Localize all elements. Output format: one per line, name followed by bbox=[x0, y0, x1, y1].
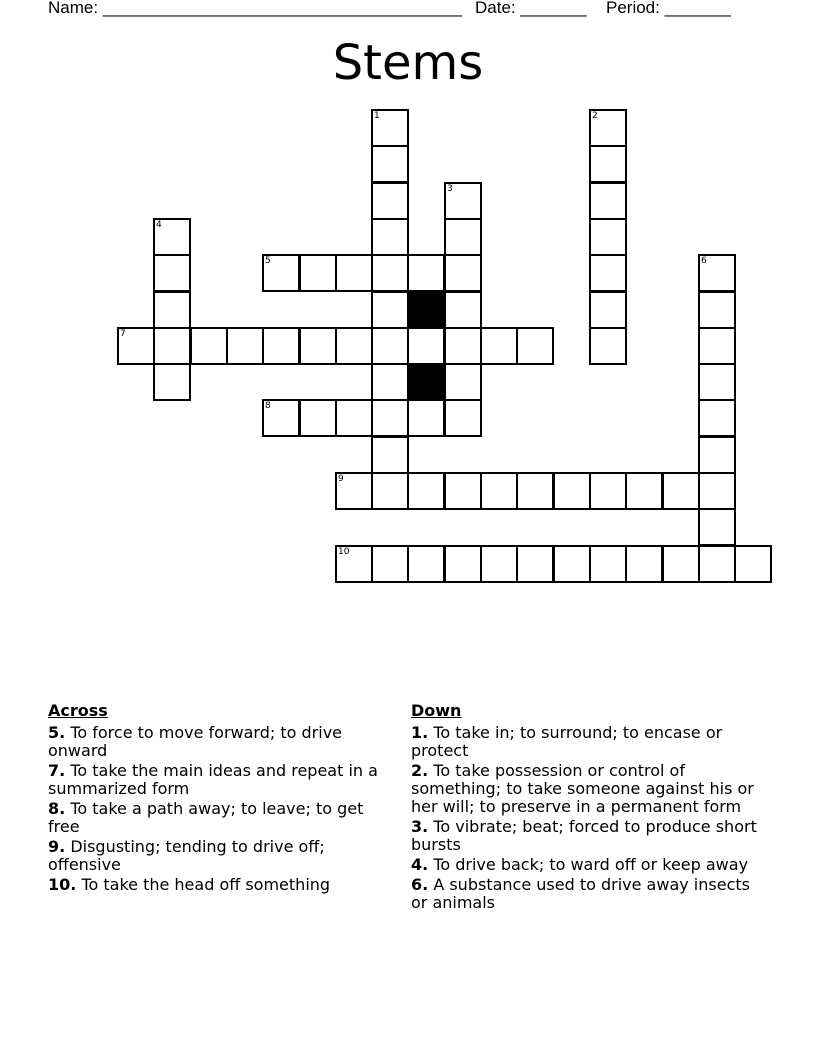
crossword-cell[interactable] bbox=[371, 327, 409, 365]
date-field[interactable]: Date: _______ bbox=[475, 0, 587, 17]
crossword-cell[interactable] bbox=[117, 327, 155, 365]
crossword-cell[interactable] bbox=[662, 472, 700, 510]
crossword-cell[interactable] bbox=[698, 291, 736, 329]
crossword-cell[interactable] bbox=[698, 472, 736, 510]
crossword-cell[interactable] bbox=[371, 436, 409, 474]
crossword-cell[interactable] bbox=[371, 254, 409, 292]
crossword-cell[interactable] bbox=[444, 218, 482, 256]
crossword-black-square bbox=[407, 363, 445, 401]
across-clue bbox=[48, 762, 393, 798]
crossword-cell[interactable] bbox=[262, 399, 300, 437]
crossword-cell[interactable] bbox=[444, 327, 482, 365]
crossword-cell[interactable] bbox=[589, 545, 627, 583]
clue-number: 10. bbox=[48, 875, 77, 894]
crossword-cell[interactable] bbox=[371, 291, 409, 329]
clue-number: 1. bbox=[411, 723, 429, 742]
crossword-cell[interactable] bbox=[698, 363, 736, 401]
crossword-cell[interactable] bbox=[262, 327, 300, 365]
crossword-cell[interactable] bbox=[589, 109, 627, 147]
crossword-cell[interactable] bbox=[335, 399, 373, 437]
crossword-cell[interactable] bbox=[589, 182, 627, 220]
crossword-cell[interactable] bbox=[444, 254, 482, 292]
crossword-cell[interactable] bbox=[371, 145, 409, 183]
clue-text: To take the main ideas and repeat in a summarized form bbox=[48, 761, 378, 798]
clue-number: 3. bbox=[411, 817, 429, 836]
across-clue bbox=[48, 838, 393, 874]
clue-number: 5. bbox=[48, 723, 66, 742]
down-clue bbox=[411, 762, 771, 816]
crossword-cell[interactable] bbox=[299, 254, 337, 292]
crossword-cell[interactable] bbox=[371, 218, 409, 256]
clue-number: 8. bbox=[48, 799, 66, 818]
crossword-cell[interactable] bbox=[589, 254, 627, 292]
cell-number: 5 bbox=[265, 256, 271, 266]
crossword-cell[interactable] bbox=[662, 545, 700, 583]
crossword-cell[interactable] bbox=[407, 327, 445, 365]
crossword-cell[interactable] bbox=[698, 254, 736, 292]
crossword-cell[interactable] bbox=[444, 472, 482, 510]
crossword-cell[interactable] bbox=[589, 472, 627, 510]
crossword-cell[interactable] bbox=[698, 327, 736, 365]
crossword-cell[interactable] bbox=[190, 327, 228, 365]
down-clue bbox=[411, 818, 771, 854]
crossword-cell[interactable] bbox=[226, 327, 264, 365]
cell-number: 1 bbox=[374, 111, 380, 121]
crossword-cell[interactable] bbox=[371, 545, 409, 583]
cell-number: 6 bbox=[701, 256, 707, 266]
across-clue bbox=[48, 724, 393, 760]
crossword-cell[interactable] bbox=[516, 472, 554, 510]
crossword-cell[interactable] bbox=[698, 436, 736, 474]
clue-text: To take possession or control of something; to take someone against his or her will; to preserve in a permanent form bbox=[411, 761, 754, 816]
crossword-cell[interactable] bbox=[734, 545, 772, 583]
crossword-cell[interactable] bbox=[444, 545, 482, 583]
down-clues bbox=[411, 702, 771, 914]
crossword-cell[interactable] bbox=[480, 327, 518, 365]
crossword-cell[interactable] bbox=[444, 182, 482, 220]
crossword-black-square bbox=[407, 291, 445, 329]
crossword-cell[interactable] bbox=[407, 545, 445, 583]
cell-number: 2 bbox=[592, 111, 598, 121]
crossword-cell[interactable] bbox=[371, 109, 409, 147]
crossword-cell[interactable] bbox=[480, 472, 518, 510]
cell-number: 10 bbox=[338, 547, 350, 557]
down-clue bbox=[411, 724, 771, 760]
crossword-cell[interactable] bbox=[553, 472, 591, 510]
crossword-cell[interactable] bbox=[480, 545, 518, 583]
crossword-cell[interactable] bbox=[698, 545, 736, 583]
crossword-cell[interactable] bbox=[589, 145, 627, 183]
crossword-cell[interactable] bbox=[153, 327, 191, 365]
clue-text: To force to move forward; to drive onward bbox=[48, 723, 342, 760]
crossword-cell[interactable] bbox=[153, 218, 191, 256]
period-field[interactable]: Period: _______ bbox=[606, 0, 731, 17]
clue-number: 2. bbox=[411, 761, 429, 780]
clue-text: To take the head off something bbox=[81, 875, 331, 894]
crossword-cell[interactable] bbox=[589, 218, 627, 256]
clue-number: 9. bbox=[48, 837, 66, 856]
crossword-cell[interactable] bbox=[407, 472, 445, 510]
clue-text: To take a path away; to leave; to get free bbox=[48, 799, 364, 836]
crossword-cell[interactable] bbox=[589, 327, 627, 365]
clue-number: 7. bbox=[48, 761, 66, 780]
across-heading: Across bbox=[48, 701, 108, 720]
crossword-cell[interactable] bbox=[625, 472, 663, 510]
clue-text: To take in; to surround; to encase or protect bbox=[411, 723, 723, 760]
crossword-cell[interactable] bbox=[371, 182, 409, 220]
crossword-cell[interactable] bbox=[625, 545, 663, 583]
crossword-cell[interactable] bbox=[516, 545, 554, 583]
crossword-cell[interactable] bbox=[299, 399, 337, 437]
page-title: Stems bbox=[332, 35, 484, 91]
crossword-cell[interactable] bbox=[444, 399, 482, 437]
down-clue bbox=[411, 876, 771, 912]
crossword-cell[interactable] bbox=[371, 363, 409, 401]
crossword-cell[interactable] bbox=[153, 254, 191, 292]
crossword-cell[interactable] bbox=[335, 254, 373, 292]
down-heading: Down bbox=[411, 701, 462, 720]
cell-number: 8 bbox=[265, 401, 271, 411]
name-field[interactable]: Name: ______________________________________ bbox=[48, 0, 463, 17]
cell-number: 9 bbox=[338, 474, 344, 484]
clue-text: To drive back; to ward off or keep away bbox=[433, 855, 749, 874]
crossword-cell[interactable] bbox=[589, 291, 627, 329]
across-clues bbox=[48, 702, 393, 896]
crossword-cell[interactable] bbox=[553, 545, 591, 583]
crossword-cell[interactable] bbox=[516, 327, 554, 365]
down-clue bbox=[411, 856, 771, 874]
crossword-cell[interactable] bbox=[407, 399, 445, 437]
crossword-cell[interactable] bbox=[335, 327, 373, 365]
crossword-cell[interactable] bbox=[262, 254, 300, 292]
cell-number: 4 bbox=[156, 220, 162, 230]
clue-number: 6. bbox=[411, 875, 429, 894]
crossword-cell[interactable] bbox=[335, 545, 373, 583]
crossword-cell[interactable] bbox=[299, 327, 337, 365]
crossword-cell[interactable] bbox=[371, 399, 409, 437]
cell-number: 3 bbox=[447, 184, 453, 194]
crossword-cell[interactable] bbox=[371, 472, 409, 510]
clue-text: Disgusting; tending to drive off; offensive bbox=[48, 837, 325, 874]
crossword-cell[interactable] bbox=[444, 291, 482, 329]
cell-number: 7 bbox=[120, 329, 126, 339]
crossword-cell[interactable] bbox=[444, 363, 482, 401]
across-clue bbox=[48, 876, 393, 894]
crossword-cell[interactable] bbox=[335, 472, 373, 510]
crossword-cell[interactable] bbox=[153, 363, 191, 401]
crossword-cell[interactable] bbox=[407, 254, 445, 292]
clue-text: To vibrate; beat; forced to produce short bursts bbox=[411, 817, 757, 854]
crossword-cell[interactable] bbox=[698, 399, 736, 437]
clue-text: A substance used to drive away insects or animals bbox=[411, 875, 750, 912]
across-clue bbox=[48, 800, 393, 836]
clue-number: 4. bbox=[411, 855, 429, 874]
crossword-cell[interactable] bbox=[698, 508, 736, 546]
crossword-cell[interactable] bbox=[153, 291, 191, 329]
